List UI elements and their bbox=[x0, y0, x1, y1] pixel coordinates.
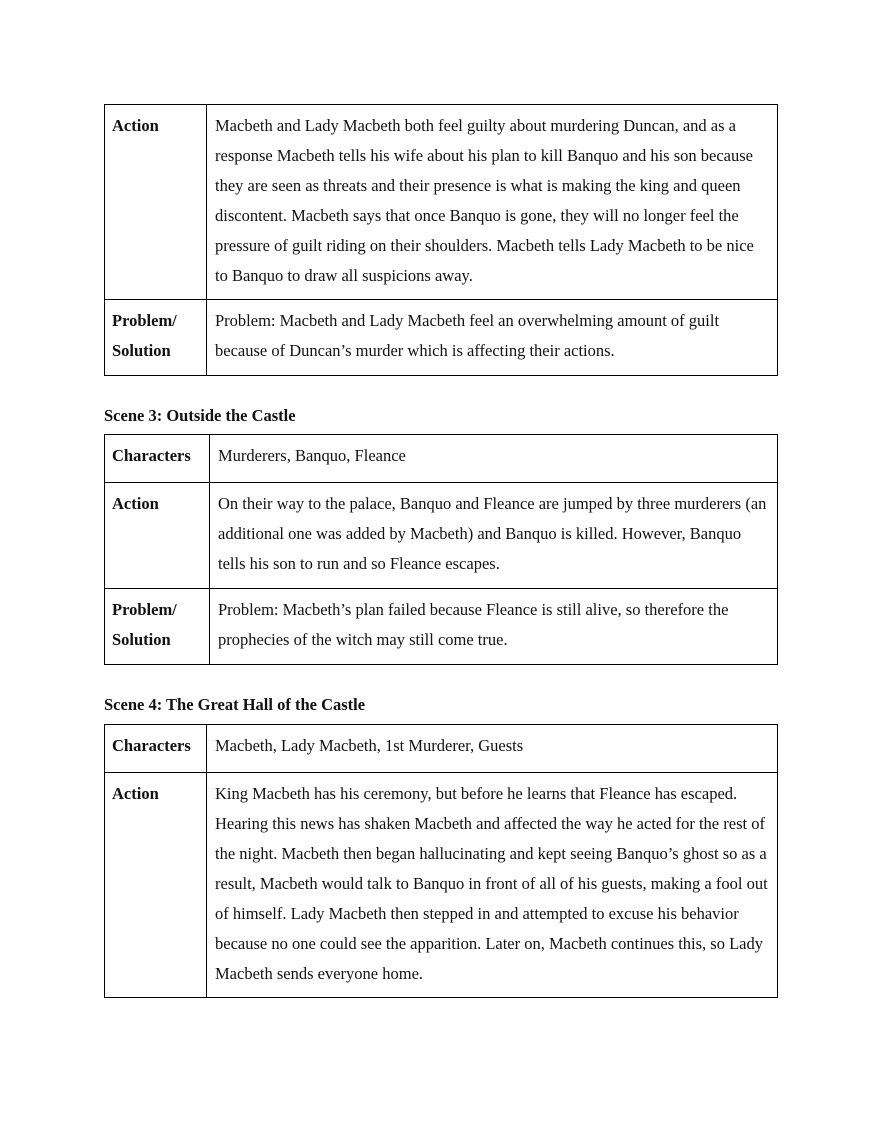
scene-3-table bbox=[104, 434, 778, 665]
row-label-characters: Characters bbox=[105, 725, 207, 773]
action-text: King Macbeth has his ceremony, but before he learns that Fleance has escaped. Hearing this news has shaken Macbeth and affected the way he acted for the rest of the night. Macbeth then began hallucinating and kept seeing Banquo’s ghost so as a result, Macbeth would talk to Banquo in front of all of his guests, making a fool out of himself. Lady Macbeth then stepped in and attempted to excuse his behavior because no one could see the apparition. Later on, Macbeth continues this, so Lady Macbeth sends everyone home. bbox=[207, 773, 778, 998]
row-label-action: Action bbox=[105, 483, 210, 589]
row-label-problem-solution bbox=[105, 589, 210, 665]
label-line-2: Solution bbox=[112, 630, 171, 649]
row-label-problem-solution bbox=[105, 300, 207, 376]
scene-2-table bbox=[104, 104, 778, 376]
table-row bbox=[105, 773, 778, 998]
row-label-action: Action bbox=[105, 105, 207, 300]
label-line-1: Problem/ bbox=[112, 600, 177, 619]
scene-4-table bbox=[104, 724, 778, 998]
label-line-2: Solution bbox=[112, 341, 171, 360]
table-row bbox=[105, 435, 778, 483]
problem-solution-text: Problem: Macbeth and Lady Macbeth feel an overwhelming amount of guilt because of Duncan’s murder which is affecting their actions. bbox=[207, 300, 778, 376]
table-row bbox=[105, 105, 778, 300]
label-line-1: Problem/ bbox=[112, 311, 177, 330]
scene-3-heading: Scene 3: Outside the Castle bbox=[104, 406, 296, 425]
scene-4-heading: Scene 4: The Great Hall of the Castle bbox=[104, 695, 366, 714]
table-row bbox=[105, 589, 778, 665]
table-row bbox=[105, 483, 778, 589]
characters-text: Murderers, Banquo, Fleance bbox=[210, 435, 778, 483]
problem-solution-text: Problem: Macbeth’s plan failed because Fleance is still alive, so therefore the prophecies of the witch may still come true. bbox=[210, 589, 778, 665]
characters-text: Macbeth, Lady Macbeth, 1st Murderer, Guests bbox=[207, 725, 778, 773]
row-label-action: Action bbox=[105, 773, 207, 998]
row-label-characters: Characters bbox=[105, 435, 210, 483]
table-row bbox=[105, 300, 778, 376]
action-text: Macbeth and Lady Macbeth both feel guilty about murdering Duncan, and as a response Macbeth tells his wife about his plan to kill Banquo and his son because they are seen as threats and their presence is what is making the king and queen discontent. Macbeth says that once Banquo is gone, they will no longer feel the pressure of guilt riding on their shoulders. Macbeth tells Lady Macbeth to be nice to Banquo to draw all suspicions away. bbox=[207, 105, 778, 300]
action-text: On their way to the palace, Banquo and Fleance are jumped by three murderers (an additional one was added by Macbeth) and Banquo is killed. However, Banquo tells his son to run and so Fleance escapes. bbox=[210, 483, 778, 589]
table-row bbox=[105, 725, 778, 773]
